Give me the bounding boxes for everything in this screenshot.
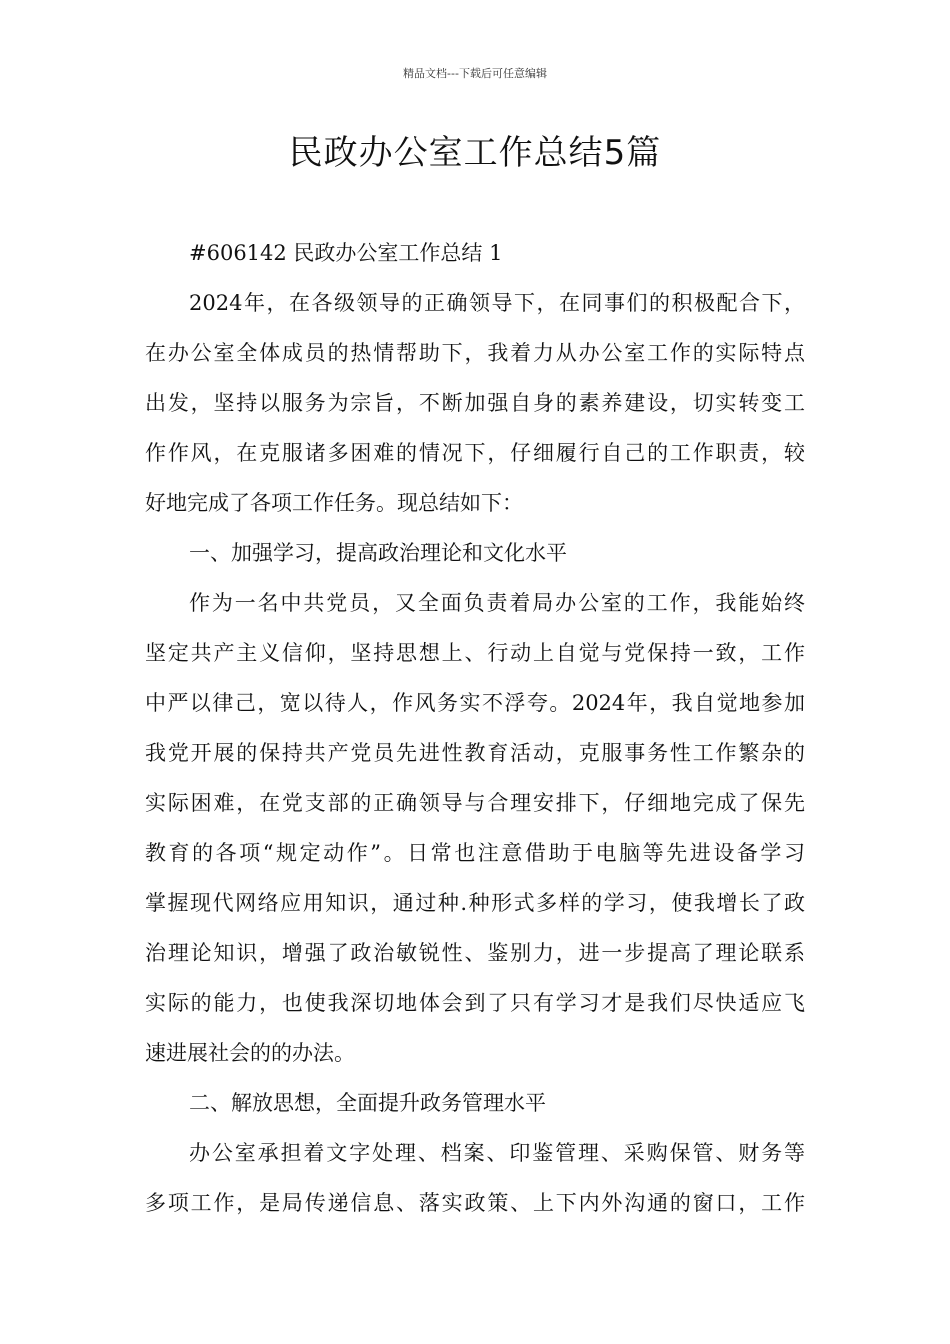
text-line: 实际的能力，也使我深切地体会到了只有学习才是我们尽快适应飞 (145, 991, 805, 1015)
text-line: 作作风，在克服诸多困难的情况下，仔细履行自己的工作职责，较 (145, 441, 805, 465)
text-line: 教育的各项“规定动作”。日常也注意借助于电脑等先进设备学习 (145, 841, 805, 865)
text-line: 在办公室全体成员的热情帮助下，我着力从办公室工作的实际特点 (145, 341, 805, 365)
text-line: 办公室承担着文字处理、档案、印鉴管理、采购保管、财务等 (189, 1141, 805, 1165)
text-line: 治理论知识，增强了政治敏锐性、鉴别力，进一步提高了理论联系 (145, 941, 805, 965)
text-line: 我党开展的保持共产党员先进性教育活动，克服事务性工作繁杂的 (145, 741, 805, 765)
text-line: 出发，坚持以服务为宗旨，不断加强自身的素养建设，切实转变工 (145, 391, 805, 415)
text-line: 二、解放思想，全面提升政务管理水平 (189, 1091, 546, 1115)
text-line: 2024年，在各级领导的正确领导下，在同事们的积极配合下， (189, 291, 805, 315)
text-line: 坚定共产主义信仰，坚持思想上、行动上自觉与党保持一致，工作 (145, 641, 805, 665)
text-line: 多项工作，是局传递信息、落实政策、上下内外沟通的窗口，工作 (145, 1191, 805, 1215)
text-line: #606142 民政办公室工作总结 1 (189, 241, 503, 265)
text-line: 中严以律己，宽以待人，作风务实不浮夸。2024年，我自觉地参加 (145, 691, 805, 715)
text-line: 一、加强学习，提高政治理论和文化水平 (189, 541, 567, 565)
text-line: 实际困难，在党支部的正确领导与合理安排下，仔细地完成了保先 (145, 791, 805, 815)
header-note: 精品文档---下载后可任意编辑 (403, 67, 547, 80)
text-line: 掌握现代网络应用知识，通过种.种形式多样的学习，使我增长了政 (145, 891, 805, 915)
text-line: 作为一名中共党员，又全面负责着局办公室的工作，我能始终 (189, 591, 805, 615)
document-title: 民政办公室工作总结5篇 (288, 133, 662, 173)
text-line: 好地完成了各项工作任务。现总结如下： (145, 491, 523, 515)
document-body (145, 228, 805, 1228)
text-line: 速进展社会的的办法。 (145, 1041, 355, 1065)
